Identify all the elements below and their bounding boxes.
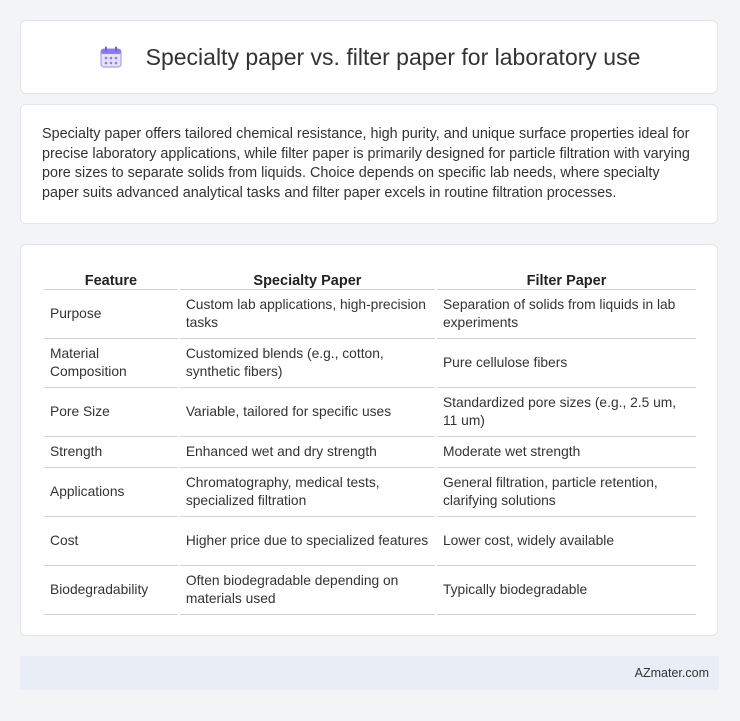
title-card — [20, 20, 718, 94]
filter-cell: General filtration, particle retention, clarifying solutions — [437, 468, 696, 517]
specialty-cell: Chromatography, medical tests, specialized filtration — [180, 468, 435, 517]
header-filter-paper: Filter Paper — [437, 267, 696, 290]
feature-cell: Cost — [44, 517, 178, 566]
comparison-card — [20, 244, 718, 636]
feature-cell: Pore Size — [44, 388, 178, 437]
table-row — [44, 566, 696, 615]
footer-bar — [20, 656, 719, 690]
feature-cell: Purpose — [44, 290, 178, 339]
table-row — [44, 437, 696, 468]
feature-cell: Biodegradability — [44, 566, 178, 615]
feature-cell: Material Composition — [44, 339, 178, 388]
table-header-row — [44, 267, 696, 290]
table-row — [44, 388, 696, 437]
specialty-cell: Custom lab applications, high-precision tasks — [180, 290, 435, 339]
filter-cell: Typically biodegradable — [437, 566, 696, 615]
filter-cell: Pure cellulose fibers — [437, 339, 696, 388]
calendar-icon — [98, 44, 124, 70]
specialty-cell: Higher price due to specialized features — [180, 517, 435, 566]
comparison-table — [42, 267, 698, 615]
specialty-cell: Enhanced wet and dry strength — [180, 437, 435, 468]
summary-text: Specialty paper offers tailored chemical resistance, high purity, and unique surface properties ideal for precise laboratory applications, while filter paper is primarily designed for particle filtration with varying pore sizes to separate solids from liquids. Choice depends on specific lab needs, where specialty paper suits advanced analytical tasks and filter paper excels in routine filtration processes. — [42, 126, 690, 201]
table-row — [44, 468, 696, 517]
table-row — [44, 290, 696, 339]
filter-cell: Separation of solids from liquids in lab experiments — [437, 290, 696, 339]
header-specialty-paper: Specialty Paper — [180, 267, 435, 290]
table-row — [44, 339, 696, 388]
filter-cell: Standardized pore sizes (e.g., 2.5 um, 11 um) — [437, 388, 696, 437]
summary-card — [20, 104, 718, 224]
page-title: Specialty paper vs. filter paper for laboratory use — [145, 43, 641, 70]
feature-cell: Strength — [44, 437, 178, 468]
specialty-cell: Often biodegradable depending on materials used — [180, 566, 435, 615]
footer-brand[interactable]: AZmater.com — [634, 666, 709, 680]
feature-cell: Applications — [44, 468, 178, 517]
specialty-cell: Customized blends (e.g., cotton, synthetic fibers) — [180, 339, 435, 388]
specialty-cell: Variable, tailored for specific uses — [180, 388, 435, 437]
table-row — [44, 517, 696, 566]
filter-cell: Moderate wet strength — [437, 437, 696, 468]
header-feature: Feature — [44, 267, 178, 290]
filter-cell: Lower cost, widely available — [437, 517, 696, 566]
